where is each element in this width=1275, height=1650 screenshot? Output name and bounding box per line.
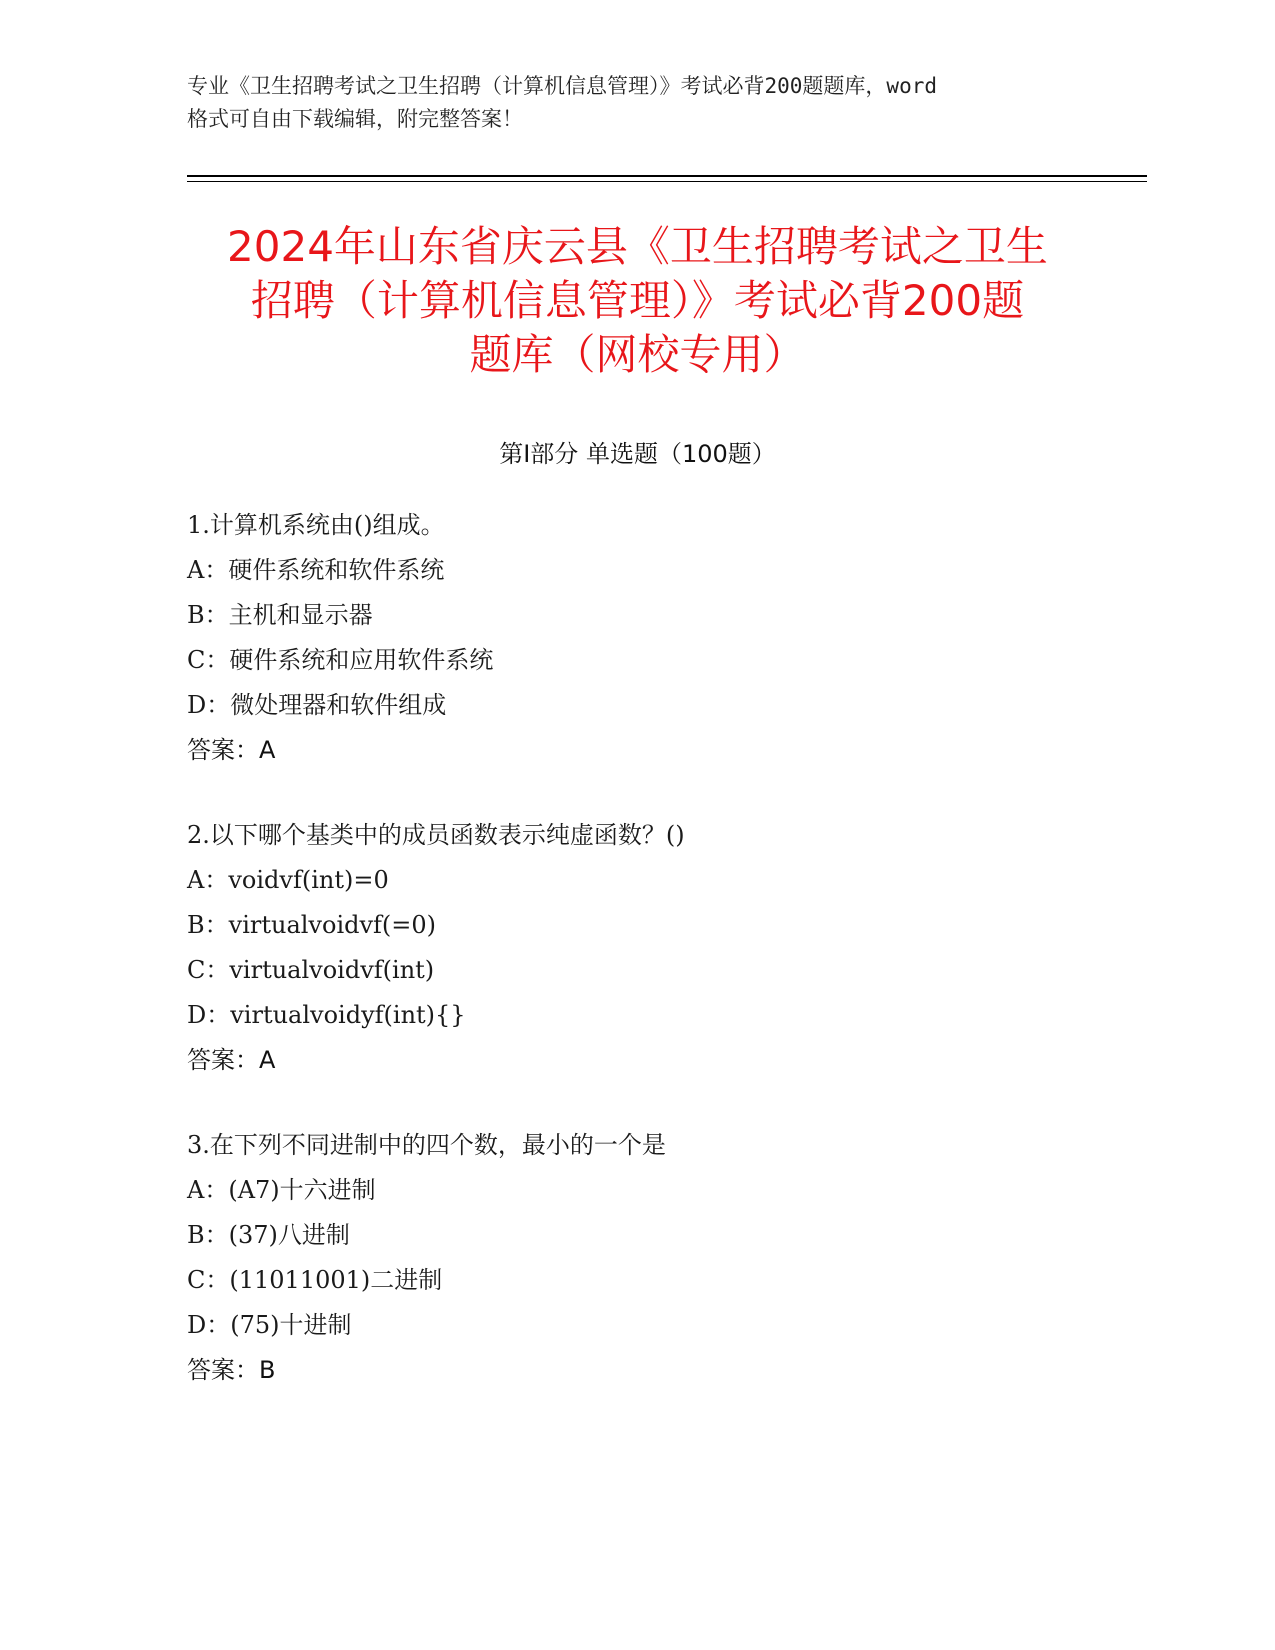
header-note (187, 70, 1087, 136)
answer-line (187, 1038, 1147, 1083)
option-d (187, 1303, 1147, 1348)
option-b (187, 593, 1147, 638)
option-text: (11011001)二进制 (229, 1266, 443, 1294)
question-stem: 1.计算机系统由()组成。 (187, 511, 445, 539)
answer-line (187, 1348, 1147, 1393)
answer-line (187, 728, 1147, 773)
option-text: 硬件系统和软件系统 (228, 556, 445, 584)
title-line-3: 题库（网校专用） (469, 330, 806, 379)
option-letter: A： (187, 556, 229, 584)
answer-label: 答案： (187, 1046, 259, 1074)
header-note-line-1: 专业《卫生招聘考试之卫生招聘（计算机信息管理）》考试必背200题题库，word (187, 74, 937, 98)
option-text: 硬件系统和应用软件系统 (229, 646, 494, 674)
title-line-2: 招聘（计算机信息管理）》考试必背200题 (250, 276, 1025, 325)
option-text: 微处理器和软件组成 (230, 691, 447, 719)
option-letter: A： (187, 866, 229, 894)
answer-value: B (259, 1356, 276, 1384)
option-text: voidvf(int)=0 (228, 866, 389, 894)
option-a (187, 1168, 1147, 1213)
option-text: (37)八进制 (228, 1221, 350, 1249)
document-title (160, 220, 1115, 382)
header-divider-thin (187, 181, 1147, 182)
option-text: virtualvoidvf(int) (229, 956, 435, 984)
option-c (187, 948, 1147, 993)
header-divider-thick (187, 175, 1147, 177)
option-letter: B： (187, 1221, 229, 1249)
header-note-line-2: 格式可自由下载编辑，附完整答案！ (187, 107, 523, 131)
option-b (187, 1213, 1147, 1258)
title-line-1: 2024年山东省庆云县《卫生招聘考试之卫生 (227, 222, 1048, 271)
option-letter: D： (187, 1001, 231, 1029)
option-d (187, 683, 1147, 728)
answer-value: A (259, 736, 276, 764)
option-c (187, 638, 1147, 683)
answer-label: 答案： (187, 1356, 259, 1384)
question-1 (187, 503, 1147, 773)
question-stem: 2.以下哪个基类中的成员函数表示纯虚函数？() (187, 821, 685, 849)
option-letter: B： (187, 601, 229, 629)
option-letter: D： (187, 1311, 231, 1339)
option-letter: C： (187, 1266, 230, 1294)
option-letter: C： (187, 646, 230, 674)
option-c (187, 1258, 1147, 1303)
question-2 (187, 813, 1147, 1083)
option-letter: B： (187, 911, 229, 939)
option-d (187, 993, 1147, 1038)
option-letter: D： (187, 691, 231, 719)
option-text: (A7)十六进制 (228, 1176, 376, 1204)
option-letter: A： (187, 1176, 229, 1204)
answer-label: 答案： (187, 736, 259, 764)
option-text: virtualvoidyf(int){} (230, 1001, 466, 1029)
option-a (187, 858, 1147, 903)
option-text: virtualvoidvf(=0) (228, 911, 437, 939)
option-text: 主机和显示器 (228, 601, 373, 629)
option-a (187, 548, 1147, 593)
answer-value: A (259, 1046, 276, 1074)
option-text: (75)十进制 (230, 1311, 352, 1339)
option-b (187, 903, 1147, 948)
option-letter: C： (187, 956, 230, 984)
section-heading: 第Ⅰ部分 单选题（100题） (499, 440, 776, 468)
question-stem: 3.在下列不同进制中的四个数，最小的一个是 (187, 1131, 666, 1159)
question-3 (187, 1123, 1147, 1393)
